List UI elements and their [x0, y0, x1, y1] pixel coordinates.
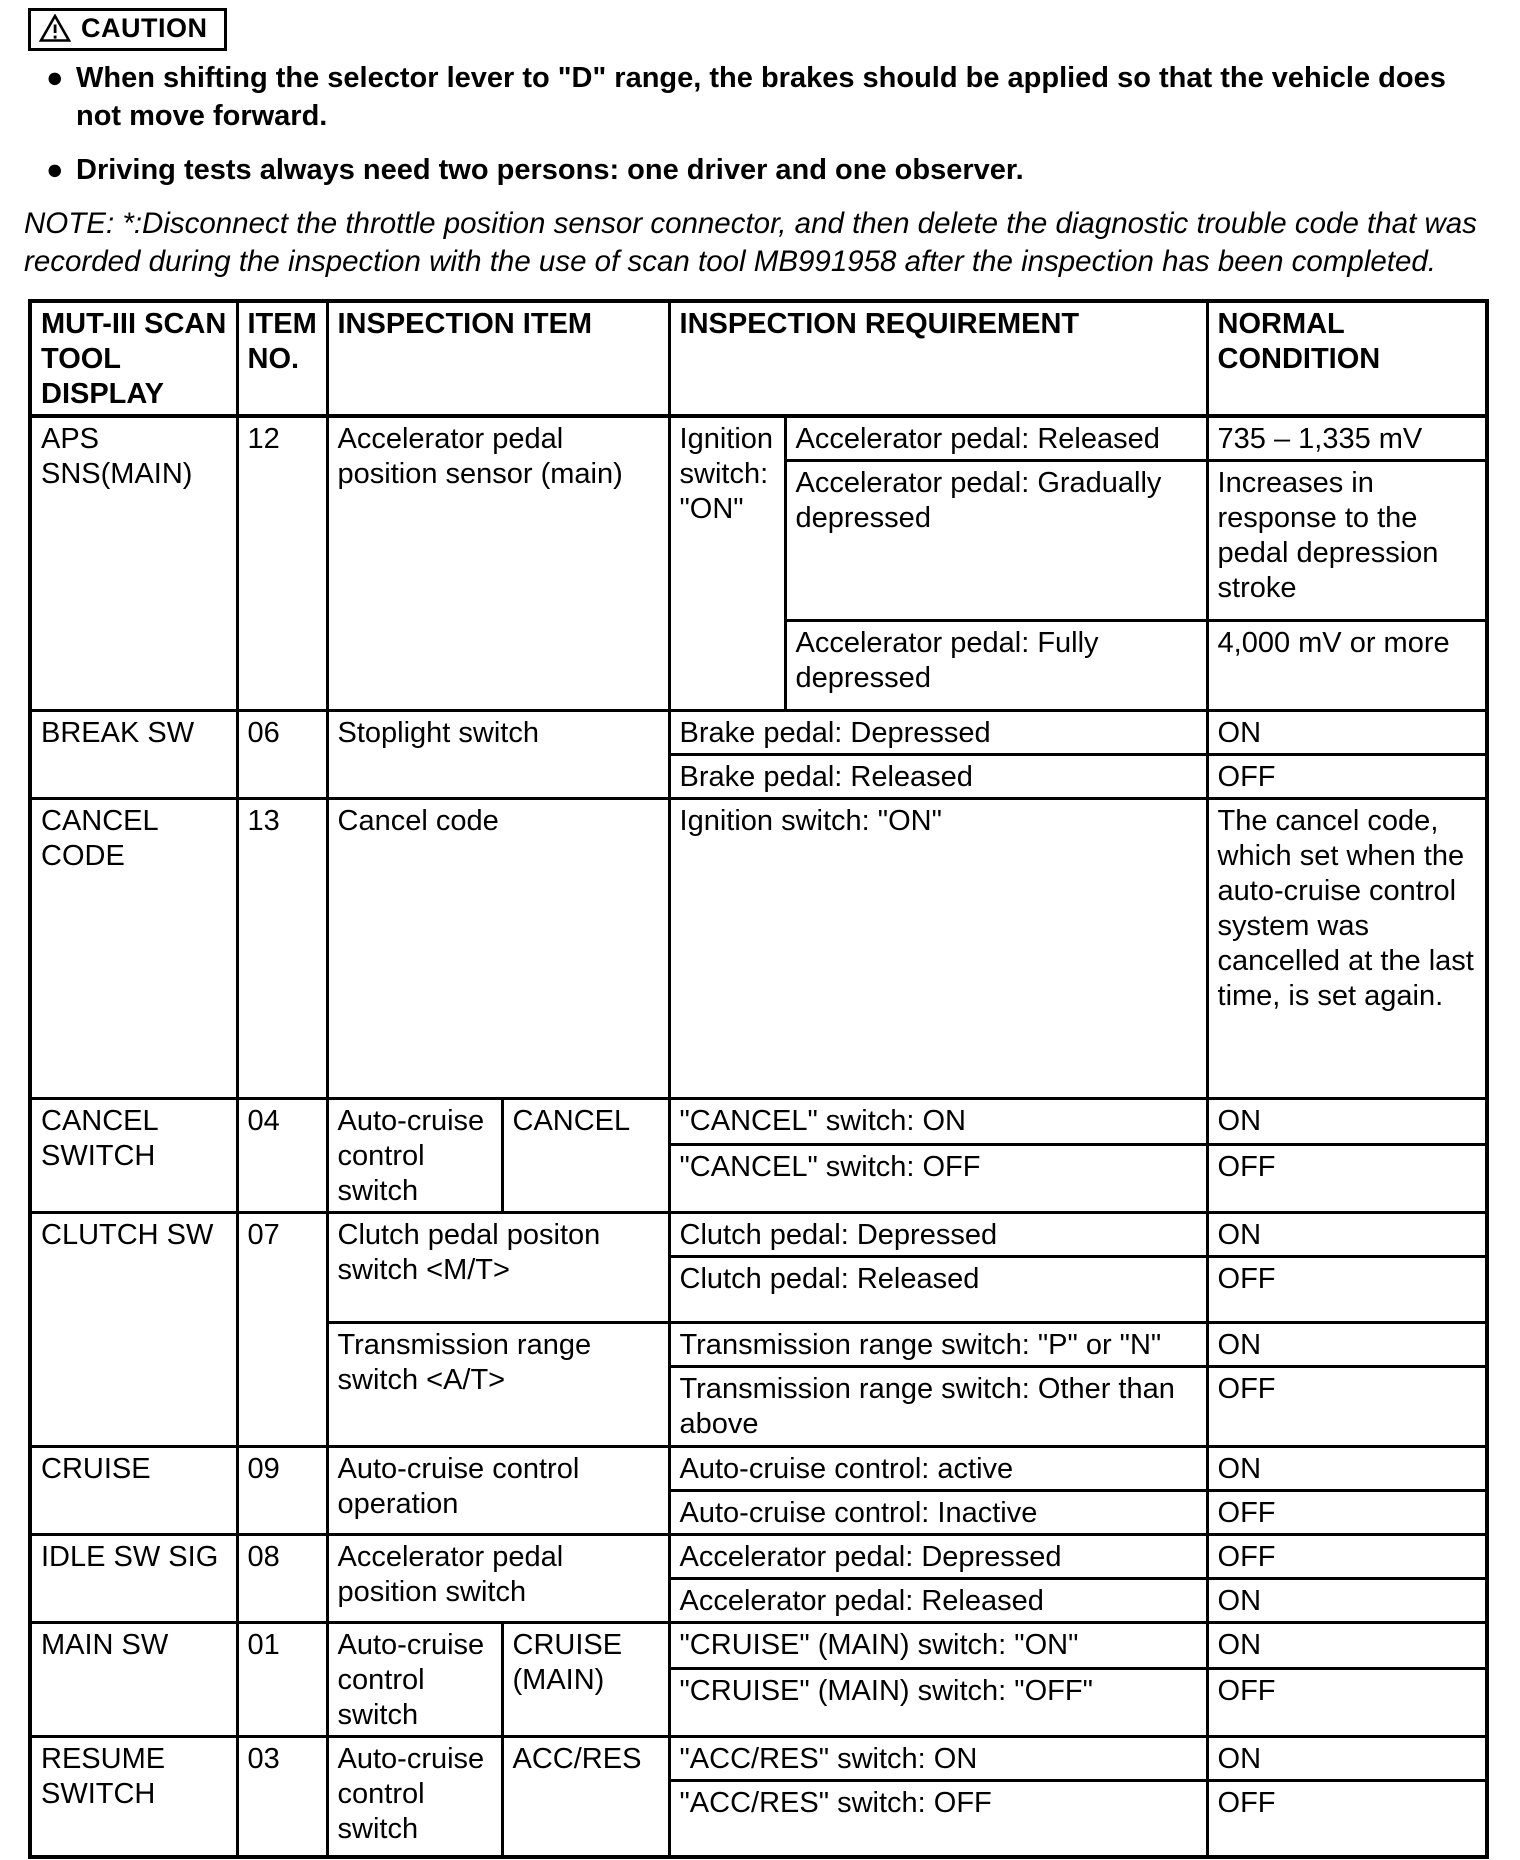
bullet-text: Driving tests always need two persons: one driver and one observer. — [76, 154, 1024, 186]
list-item — [0, 59, 1520, 135]
cell-inspection-item: Clutch pedal positon switch <M/T> — [327, 1213, 669, 1323]
cell-requirement: Clutch pedal: Depressed — [669, 1213, 1207, 1257]
cell-requirement: "ACC/RES" switch: ON — [669, 1737, 1207, 1781]
cell-item-no: 03 — [237, 1737, 327, 1857]
bullet-text: When shifting the selector lever to "D" range, the brakes should be applied so that the vehicle does not move forward. — [76, 62, 1446, 132]
bullet-icon: ● — [46, 62, 64, 94]
cell-inspection-item-sub: CANCEL — [502, 1099, 669, 1213]
cell-requirement: Clutch pedal: Released — [669, 1257, 1207, 1323]
warning-bullet-list — [0, 59, 1520, 189]
cell-inspection-item: Cancel code — [327, 799, 669, 1099]
cell-item-no: 13 — [237, 799, 327, 1099]
inspection-table — [28, 299, 1489, 1859]
cell-normal: ON — [1207, 1623, 1487, 1669]
table-row — [30, 1447, 1487, 1491]
cell-inspection-item: Auto-cruise control switch — [327, 1623, 502, 1737]
caution-callout — [28, 8, 227, 51]
cell-requirement: Auto-cruise control: Inactive — [669, 1491, 1207, 1535]
cell-normal: OFF — [1207, 1367, 1487, 1447]
cell-normal: OFF — [1207, 1491, 1487, 1535]
cell-display: CLUTCH SW — [30, 1213, 237, 1447]
cell-display: RESUME SWITCH — [30, 1737, 237, 1857]
cell-requirement: "ACC/RES" switch: OFF — [669, 1781, 1207, 1857]
col-header-display: MUT-III SCAN TOOL DISPLAY — [30, 301, 237, 416]
cell-requirement: Brake pedal: Released — [669, 755, 1207, 799]
warning-triangle-icon — [39, 14, 71, 43]
cell-normal: 735 – 1,335 mV — [1207, 416, 1487, 461]
cell-inspection-item: Accelerator pedal position switch — [327, 1535, 669, 1623]
cell-normal: ON — [1207, 1737, 1487, 1781]
cell-item-no: 12 — [237, 416, 327, 711]
cell-inspection-item: Stoplight switch — [327, 711, 669, 799]
cell-requirement: Transmission range switch: "P" or "N" — [669, 1323, 1207, 1367]
cell-inspection-item: Auto-cruise control operation — [327, 1447, 669, 1535]
caution-label: CAUTION — [81, 13, 208, 43]
cell-requirement: Brake pedal: Depressed — [669, 711, 1207, 755]
cell-inspection-item-sub: ACC/RES — [502, 1737, 669, 1857]
cell-item-no: 01 — [237, 1623, 327, 1737]
cell-display: MAIN SW — [30, 1623, 237, 1737]
list-item — [0, 151, 1520, 189]
table-row — [30, 799, 1487, 1099]
table-row — [30, 1623, 1487, 1669]
cell-normal: OFF — [1207, 1535, 1487, 1579]
cell-item-no: 08 — [237, 1535, 327, 1623]
cell-normal: ON — [1207, 1579, 1487, 1623]
cell-requirement: Accelerator pedal: Gradually depressed — [785, 461, 1207, 621]
cell-normal: ON — [1207, 1099, 1487, 1145]
cell-normal: ON — [1207, 1213, 1487, 1257]
cell-normal: Increases in response to the pedal depression stroke — [1207, 461, 1487, 621]
cell-display: APS SNS(MAIN) — [30, 416, 237, 711]
cell-item-no: 09 — [237, 1447, 327, 1535]
table-row — [30, 1099, 1487, 1145]
cell-display: CANCEL CODE — [30, 799, 237, 1099]
cell-normal: OFF — [1207, 755, 1487, 799]
cell-inspection-item: Accelerator pedal position sensor (main) — [327, 416, 669, 711]
cell-requirement: Accelerator pedal: Fully depressed — [785, 621, 1207, 711]
cell-requirement: "CRUISE" (MAIN) switch: "ON" — [669, 1623, 1207, 1669]
cell-display: CANCEL SWITCH — [30, 1099, 237, 1213]
col-header-item-no: ITEM NO. — [237, 301, 327, 416]
col-header-normal-condition: NORMAL CONDITION — [1207, 301, 1487, 416]
bullet-icon: ● — [46, 154, 64, 186]
cell-requirement: Accelerator pedal: Released — [785, 416, 1207, 461]
cell-requirement: Accelerator pedal: Released — [669, 1579, 1207, 1623]
cell-item-no: 04 — [237, 1099, 327, 1213]
col-header-inspection-requirement: INSPECTION REQUIREMENT — [669, 301, 1207, 416]
cell-inspection-item: Transmission range switch <A/T> — [327, 1323, 669, 1447]
cell-inspection-item-sub: CRUISE (MAIN) — [502, 1623, 669, 1737]
cell-normal: OFF — [1207, 1144, 1487, 1212]
table-header-row — [30, 301, 1487, 416]
cell-normal: ON — [1207, 1323, 1487, 1367]
cell-display: CRUISE — [30, 1447, 237, 1535]
cell-item-no: 06 — [237, 711, 327, 799]
cell-requirement: Ignition switch: "ON" — [669, 799, 1207, 1099]
cell-precondition: Ignition switch: "ON" — [669, 416, 785, 711]
cell-requirement: Transmission range switch: Other than above — [669, 1367, 1207, 1447]
cell-requirement: "CANCEL" switch: OFF — [669, 1144, 1207, 1212]
cell-item-no: 07 — [237, 1213, 327, 1447]
cell-normal: OFF — [1207, 1668, 1487, 1736]
cell-normal: The cancel code, which set when the auto-cruise control system was cancelled at the last time, is set again. — [1207, 799, 1487, 1099]
table-row — [30, 416, 1487, 461]
table-row — [30, 1535, 1487, 1579]
table-row — [30, 1213, 1487, 1257]
cell-requirement: Accelerator pedal: Depressed — [669, 1535, 1207, 1579]
cell-requirement: Auto-cruise control: active — [669, 1447, 1207, 1491]
cell-normal: ON — [1207, 1447, 1487, 1491]
cell-normal: 4,000 mV or more — [1207, 621, 1487, 711]
cell-requirement: "CANCEL" switch: ON — [669, 1099, 1207, 1145]
table-row — [30, 711, 1487, 755]
col-header-inspection-item: INSPECTION ITEM — [327, 301, 669, 416]
cell-normal: OFF — [1207, 1257, 1487, 1323]
cell-normal: OFF — [1207, 1781, 1487, 1857]
cell-display: IDLE SW SIG — [30, 1535, 237, 1623]
cell-normal: ON — [1207, 711, 1487, 755]
note-paragraph: NOTE: *:Disconnect the throttle position sensor connector, and then delete the diagnostic trouble code that was recorded during the inspection with the use of scan tool MB991958 after the inspection has been completed. — [24, 207, 1477, 278]
cell-requirement: "CRUISE" (MAIN) switch: "OFF" — [669, 1668, 1207, 1736]
cell-inspection-item: Auto-cruise control switch — [327, 1099, 502, 1213]
table-row — [30, 1737, 1487, 1781]
cell-display: BREAK SW — [30, 711, 237, 799]
cell-inspection-item: Auto-cruise control switch — [327, 1737, 502, 1857]
